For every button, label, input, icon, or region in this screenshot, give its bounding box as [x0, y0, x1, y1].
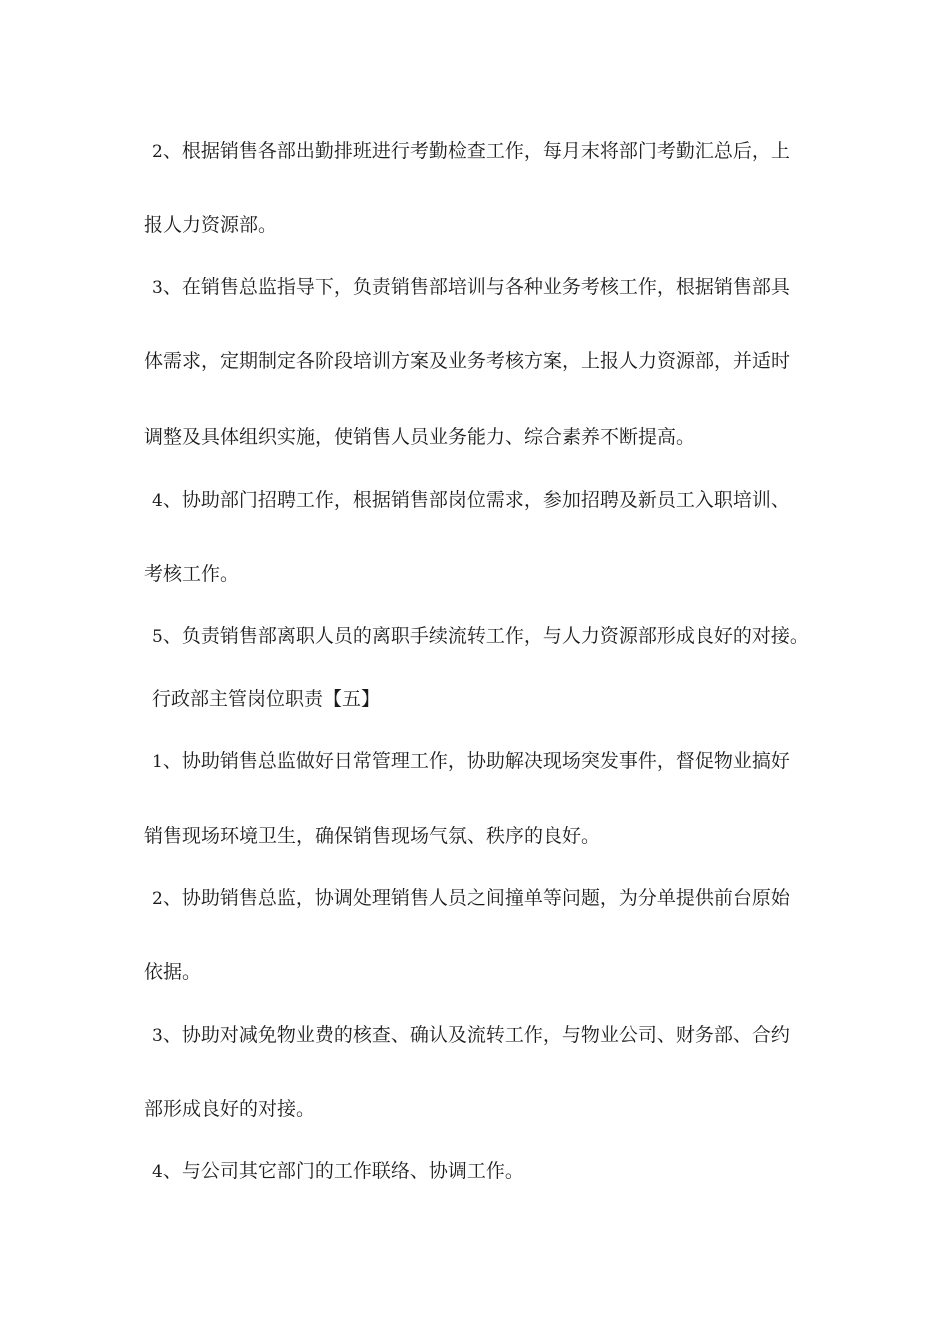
line-text: 销售现场环境卫生，确保销售现场气氛、秩序的良好。	[144, 825, 601, 847]
item-number: 4	[152, 491, 163, 511]
section-heading	[152, 687, 380, 711]
item-number: 3	[152, 1026, 163, 1046]
paragraph-line	[152, 275, 790, 300]
line-text: 、与公司其它部门的工作联络、协调工作。	[162, 1160, 524, 1182]
item-number: 1	[152, 752, 163, 772]
paragraph-line	[144, 213, 277, 237]
paragraph-line	[144, 824, 600, 848]
paragraph-line	[144, 562, 239, 586]
line-text: 、负责销售部离职人员的离职手续流转工作，与人力资源部形成良好的对接。	[162, 625, 809, 647]
paragraph-line	[152, 1023, 790, 1048]
item-number: 2	[152, 142, 163, 162]
paragraph-line	[144, 425, 695, 449]
paragraph-line	[152, 1159, 524, 1184]
line-text: 、协助销售总监，协调处理销售人员之间撞单等问题，为分单提供前台原始	[162, 887, 790, 909]
paragraph-line	[152, 749, 790, 774]
paragraph-line	[144, 960, 201, 984]
item-number: 2	[152, 889, 163, 909]
line-text: 调整及具体组织实施，使销售人员业务能力、综合素养不断提高。	[144, 426, 696, 448]
paragraph-line	[152, 488, 790, 513]
item-number: 3	[152, 278, 163, 298]
line-text: 报人力资源部。	[144, 214, 278, 236]
line-text: 部形成良好的对接。	[144, 1098, 316, 1120]
heading-text: 行政部主管岗位职责【五】	[152, 688, 381, 710]
line-text: 、协助销售总监做好日常管理工作，协助解决现场突发事件，督促物业搞好	[162, 750, 790, 772]
line-text: 、根据销售各部出勤排班进行考勤检查工作，每月末将部门考勤汇总后，上	[162, 140, 790, 162]
line-text: 、协助对减免物业费的核查、确认及流转工作，与物业公司、财务部、合约	[162, 1024, 790, 1046]
line-text: 、在销售总监指导下，负责销售部培训与各种业务考核工作，根据销售部具	[162, 276, 790, 298]
paragraph-line	[144, 1097, 315, 1121]
line-text: 依据。	[144, 961, 202, 983]
item-number: 5	[152, 627, 163, 647]
line-text: 体需求，定期制定各阶段培训方案及业务考核方案，上报人力资源部，并适时	[144, 350, 791, 372]
paragraph-line	[144, 349, 790, 373]
paragraph-line	[152, 886, 790, 911]
paragraph-line	[152, 139, 790, 164]
line-text: 、协助部门招聘工作，根据销售部岗位需求，参加招聘及新员工入职培训、	[162, 489, 790, 511]
paragraph-line	[152, 624, 809, 649]
line-text: 考核工作。	[144, 563, 240, 585]
item-number: 4	[152, 1162, 163, 1182]
